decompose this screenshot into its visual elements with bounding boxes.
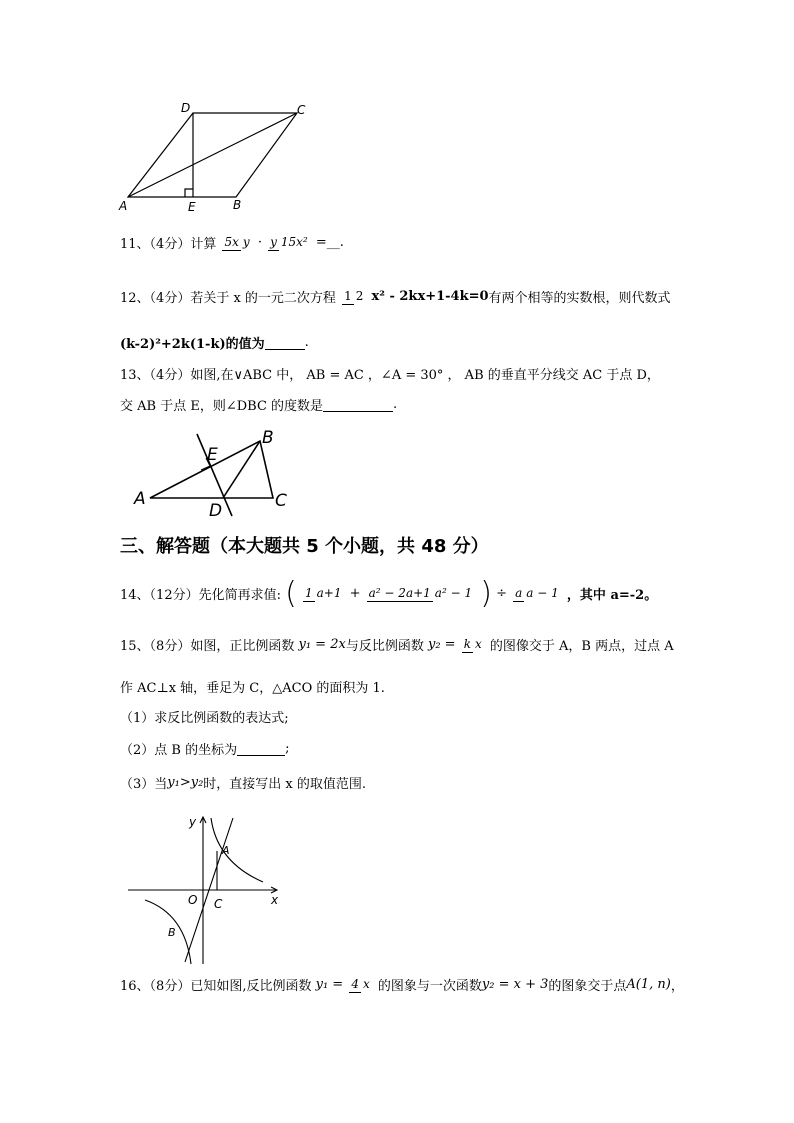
question-text: 若关于 x 的一元二次方程 [190, 291, 336, 306]
semicolon: ; [285, 741, 290, 756]
question-text-post: 的图像交于 A，B 两点，过点 A [489, 639, 674, 654]
label-c: C [214, 897, 223, 911]
label-c: C [275, 491, 287, 511]
section-heading: 三、解答题（本大题共 5 个小题，共 48 分） [120, 536, 489, 557]
question-number: 14、（12分） [120, 588, 199, 603]
sub-question-text: （1）求反比例函数的表达式; [120, 711, 289, 726]
label-a: A [119, 199, 128, 213]
label-a: A [222, 844, 230, 857]
question-text-2: 作 AC⊥x 轴，垂足为 C，△ACO 的面积为 1. [120, 681, 385, 696]
question-14 [120, 576, 657, 611]
parallelogram-figure [115, 98, 315, 216]
question-12-line2 [120, 333, 309, 352]
question-number: 15、（8分） [120, 639, 191, 654]
question-number: 12、（4分） [120, 291, 191, 306]
question-tail: ，其中 a=-2。 [566, 588, 658, 603]
divide: ÷ [496, 586, 507, 601]
function-y1: y₁ = [315, 977, 344, 992]
sub-question-2 [120, 739, 289, 758]
period: . [304, 335, 309, 350]
fraction-a-over-a-minus-1: a a − 1 [515, 585, 559, 600]
question-text-2: 有两个相等的实数根，则代数式 [488, 291, 671, 306]
question-number: 11、（4分） [120, 237, 191, 252]
label-origin: O [188, 893, 198, 907]
question-text-post: 的图象交于点 [548, 979, 627, 994]
label-b: B [233, 198, 242, 212]
question-text-2: 交 AB 于点 E，则∠DBC 的度数是 [120, 399, 324, 414]
question-15-line2 [120, 677, 385, 696]
answer-blank [265, 336, 305, 350]
function-y2: y₂ = [427, 637, 456, 652]
sub-question-text-2: 时，直接写出 x 的取值范围. [203, 777, 367, 792]
question-text: 先化简再求值: [198, 588, 281, 603]
condition: y₁>y₂ [167, 775, 204, 790]
segment-bd [223, 441, 260, 498]
triangle-figure [130, 428, 300, 520]
label-d: D [181, 101, 191, 115]
label-d: D [209, 501, 223, 520]
hyperbola-branch-1 [211, 818, 263, 882]
equation: x² - 2kx+1-4k=0 [371, 289, 489, 304]
fraction-4-over-x: 4 x [351, 976, 370, 991]
answer-blank [323, 398, 393, 412]
label-e: E [188, 200, 196, 214]
question-12 [120, 287, 671, 306]
question-15 [120, 635, 674, 654]
answer-blank [237, 742, 285, 756]
operator: · [257, 235, 262, 250]
function-y1: y₁ = 2x [298, 637, 346, 652]
expression: (k-2)²+2k(1-k)的值为 [120, 337, 265, 352]
period: . [339, 235, 344, 250]
question-13 [120, 364, 660, 383]
left-paren: ( [285, 576, 297, 611]
fraction-k-over-x: k x [463, 636, 482, 651]
question-text: 已知如图,反比例函数 [190, 979, 312, 994]
label-b: B [262, 428, 274, 448]
fraction-one-half: 1 2 [344, 288, 364, 303]
period: . [393, 397, 398, 412]
answer-blank: __ [326, 235, 340, 250]
function-y2: y₂ = x + 3 [481, 977, 549, 992]
sub-question-1 [120, 707, 289, 726]
label-e: E [207, 445, 218, 465]
fraction-5x-over-y: 5x y [224, 234, 250, 249]
question-16 [120, 975, 684, 994]
question-text: 如图,在∨ABC 中， AB = AC ，∠A = 30° ， AB 的垂直平分线交 AC 于点 D， [190, 368, 660, 383]
plus: + [349, 586, 361, 601]
question-text-mid: 的图象与一次函数 [377, 979, 482, 994]
question-text: 计算 [190, 237, 217, 252]
point-a: A(1, n) [626, 977, 671, 992]
label-a: A [134, 489, 146, 509]
right-paren: ) [480, 576, 492, 611]
question-13-line2 [120, 395, 397, 414]
fraction-1-over-a-plus-1: 1 a+1 [304, 585, 342, 600]
question-number: 16、（8分） [120, 979, 191, 994]
sub-question-text: （3）当 [120, 777, 168, 792]
label-y: y [189, 815, 197, 829]
question-text-mid: 与反比例函数 [345, 639, 424, 654]
question-text: 如图，正比例函数 [190, 639, 295, 654]
diagonal-ac [128, 113, 297, 197]
fraction-quadratic: a² − 2a+1 a² − 1 [368, 585, 473, 600]
sub-question-text: （2）点 B 的坐标为 [120, 743, 238, 758]
label-x: x [271, 893, 279, 907]
label-b: B [168, 926, 176, 939]
question-number: 13、（4分） [120, 368, 191, 383]
sub-question-3 [120, 773, 366, 792]
question-11 [120, 233, 344, 252]
right-angle-mark [185, 189, 193, 197]
equals: = [315, 235, 327, 250]
comma: ， [670, 979, 684, 994]
label-c: C [297, 103, 306, 117]
fraction-y-over-15x2: y 15x² [270, 234, 308, 249]
function-graph [125, 814, 285, 972]
